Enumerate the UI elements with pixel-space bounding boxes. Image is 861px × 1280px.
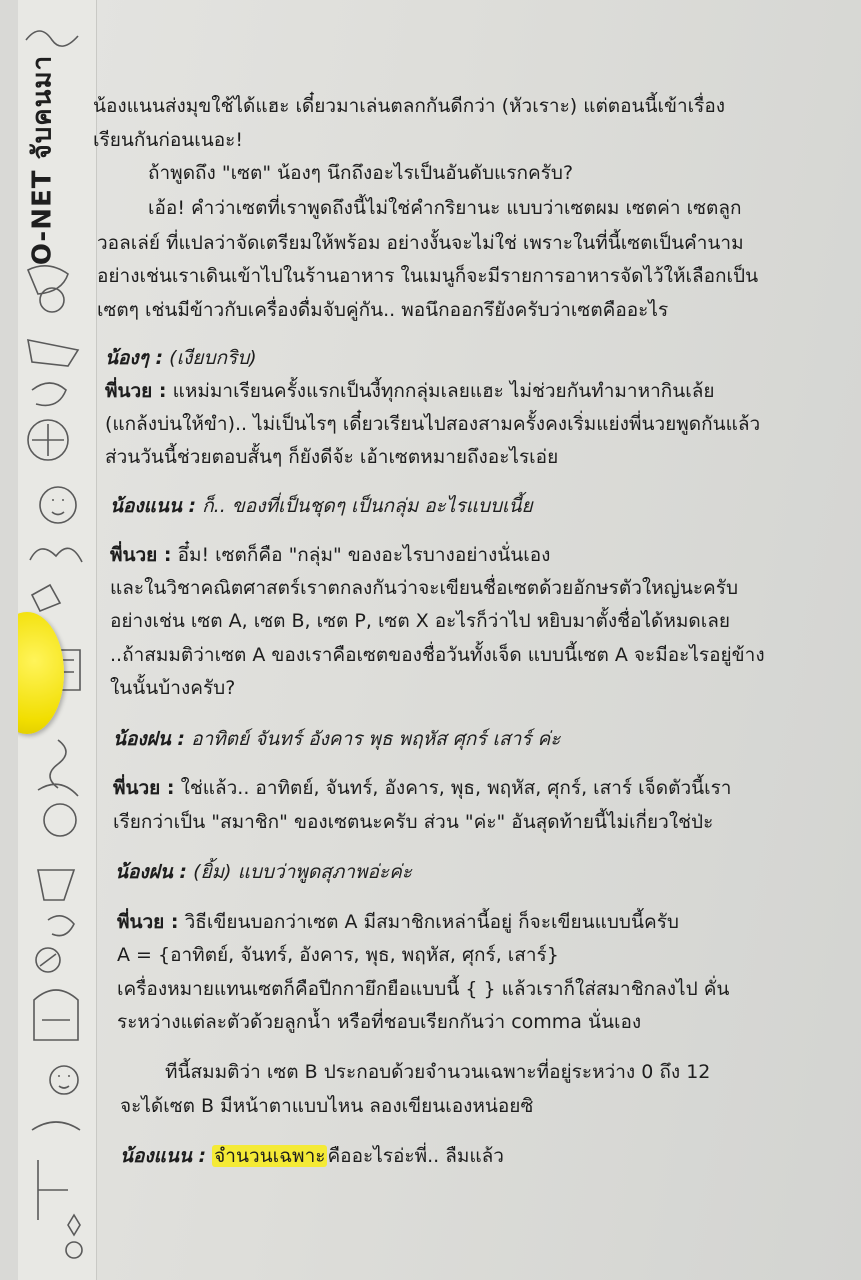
dialogue-line: เรียกว่าเป็น "สมาชิก" ของเซตนะครับ ส่วน "ค่ะ" อันสุดท้ายนี้ไม่เกี่ยวใช่ป่ะ: [113, 811, 714, 833]
paragraph-line: เรียนกันก่อนเนอะ!: [93, 129, 243, 151]
dialogue-text: (ยิ้ม) แบบว่าพูดสุภาพอ่ะค่ะ: [193, 861, 412, 883]
dialogue-line: อย่างเช่น เซต A, เซต B, เซต P, เซต X อะไรก็ว่าไป หยิบมาตั้งชื่อได้หมดเลย: [110, 610, 731, 632]
speaker-name: น้องแนน :: [120, 1145, 207, 1167]
dialogue-line: [105, 377, 715, 406]
speaker-name: น้องแนน :: [110, 495, 197, 517]
highlighted-term: จำนวนเฉพาะ: [214, 1145, 326, 1167]
dialogue-line: [117, 908, 679, 937]
dialogue-line: [110, 541, 550, 570]
paragraph-line: วอลเล่ย์ ที่แปลว่าจัดเตรียมให้พร้อม อย่างงั้นจะไม่ใช่ เพราะในที่นี้เซตเป็นคำนาม: [97, 232, 744, 254]
dialogue-line: (แกล้งบ่นให้ขำ).. ไม่เป็นไรๆ เดี๋ยวเรียนไปสองสามครั้งคงเริ่มแย่งพี่นวยพูดกันแล้ว: [105, 413, 761, 435]
speaker-name: พี่นวย :: [110, 544, 172, 566]
dialogue-line: ในนั้นบ้างครับ?: [110, 677, 236, 699]
speaker-name: น้องฝน :: [115, 861, 188, 883]
spine-book-title: O-NET จับคนมา: [27, 54, 58, 266]
paragraph-line: เซตๆ เช่นมีข้าวกับเครื่องดื่มจับคู่กัน.. พอนึกออกรึยังครับว่าเซตคืออะไร: [97, 299, 669, 321]
paragraph-line: ทีนี้สมมติว่า เซต B ประกอบด้วยจำนวนเฉพาะที่อยู่ระหว่าง 0 ถึง 12: [165, 1061, 711, 1083]
dialogue-line: ..ถ้าสมมติว่าเซต A ของเราคือเซตของชื่อวันทั้งเจ็ด แบบนี้เซต A จะมีอะไรอยู่ข้าง: [110, 644, 765, 666]
paragraph-line: ถ้าพูดถึง "เซต" น้องๆ นึกถึงอะไรเป็นอันดับแรกครับ?: [148, 162, 574, 184]
dialogue-line: [110, 492, 533, 521]
dialogue-line: และในวิชาคณิตศาสตร์เราตกลงกันว่าจะเขียนชื่อเซตด้วยอักษรตัวใหญ่นะครับ: [110, 577, 739, 599]
speaker-name: พี่นวย :: [117, 911, 179, 933]
dialogue-line: ส่วนวันนี้ช่วยตอบสั้นๆ ก็ยังดีจ้ะ เอ้าเซตหมายถึงอะไรเอ่ย: [105, 446, 559, 468]
set-notation: A = {อาทิตย์, จันทร์, อังคาร, พุธ, พฤหัส, ศุกร์, เสาร์}: [117, 944, 559, 966]
dialogue-text: อึ๋ม! เซตก็คือ "กลุ่ม" ของอะไรบางอย่างนั่นเอง: [177, 544, 551, 566]
dialogue-text: แหม่มาเรียนครั้งแรกเป็นงี้ทุกกลุ่มเลยแฮะ ไม่ช่วยกันทำมาหากินเล้ย: [172, 380, 715, 402]
dialogue-line: [115, 858, 412, 887]
paragraph-line: น้องแนนส่งมุขใช้ได้แฮะ เดี๋ยวมาเล่นตลกกันดีกว่า (หัวเราะ) แต่ตอนนี้เข้าเรื่อง: [93, 95, 726, 117]
paragraph-line: จะได้เซต B มีหน้าตาแบบไหน ลองเขียนเองหน่อยซิ: [120, 1095, 534, 1117]
dialogue-line: ระหว่างแต่ละตัวด้วยลูกน้ำ หรือที่ชอบเรียกกันว่า comma นั่นเอง: [117, 1011, 642, 1033]
dialogue-line: [105, 344, 257, 373]
dialogue-line: [113, 725, 560, 754]
dialogue-text: ใช่แล้ว.. อาทิตย์, จันทร์, อังคาร, พุธ, พฤหัส, ศุกร์, เสาร์ เจ็ดตัวนี้เรา: [180, 777, 732, 799]
dialogue-text: ก็.. ของที่เป็นชุดๆ เป็นกลุ่ม อะไรแบบเนี้ย: [202, 495, 533, 517]
speaker-name: น้องฝน :: [113, 728, 186, 750]
dialogue-line: [113, 774, 731, 803]
dialogue-text: อาทิตย์ จันทร์ อังคาร พุธ พฤหัส ศุกร์ เสาร์ ค่ะ: [191, 728, 561, 750]
dialogue-text: คืออะไรอ่ะพี่.. ลืมแล้ว: [327, 1145, 504, 1167]
speaker-name: พี่นวย :: [105, 380, 167, 402]
paragraph-line: อย่างเช่นเราเดินเข้าไปในร้านอาหาร ในเมนูก็จะมีรายการอาหารจัดไว้ให้เลือกเป็น: [97, 265, 759, 287]
dialogue-line: เครื่องหมายแทนเซตก็คือปีกกายึกยือแบบนี้ { } แล้วเราก็ใส่สมาชิกลงไป คั่น: [117, 978, 730, 1000]
dialogue-text: วิธีเขียนบอกว่าเซต A มีสมาชิกเหล่านี้อยู่ ก็จะเขียนแบบนี้ครับ: [184, 911, 679, 933]
dialogue-line: [120, 1142, 504, 1171]
speaker-name: น้องๆ :: [105, 347, 164, 369]
paragraph-line: เอ้อ! คำว่าเซตที่เราพูดถึงนี้ไม่ใช่คำกริยานะ แบบว่าเซตผม เซตค่า เซตลูก: [148, 197, 742, 219]
dialogue-text: (เงียบกริบ): [169, 347, 257, 369]
speaker-name: พี่นวย :: [113, 777, 175, 799]
